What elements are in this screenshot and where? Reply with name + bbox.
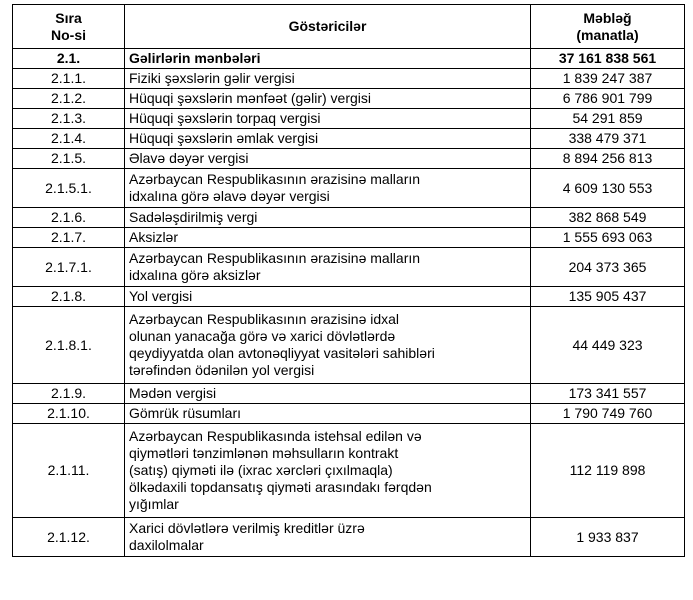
- row-indicator: Yol vergisi: [125, 287, 531, 307]
- row-indicator: Sadələşdirilmiş vergi: [125, 208, 531, 228]
- row-amount: 382 868 549: [531, 208, 685, 228]
- table-row: [13, 149, 685, 169]
- row-amount: 135 905 437: [531, 287, 685, 307]
- row-indicator: Hüquqi şəxslərin əmlak vergisi: [125, 129, 531, 149]
- row-number: 2.1.8.: [13, 287, 125, 307]
- row-amount: 4 609 130 553: [531, 169, 685, 208]
- header-indicator: Göstəricilər: [125, 5, 531, 49]
- row-indicator: Gəlirlərin mənbələri: [125, 49, 531, 69]
- row-indicator: Hüquqi şəxslərin torpaq vergisi: [125, 109, 531, 129]
- table-row: [13, 49, 685, 69]
- row-amount: 1 790 749 760: [531, 404, 685, 424]
- row-amount: 204 373 365: [531, 248, 685, 287]
- revenue-table: [12, 4, 685, 557]
- row-amount: 37 161 838 561: [531, 49, 685, 69]
- row-indicator: Gömrük rüsumları: [125, 404, 531, 424]
- row-indicator: Mədən vergisi: [125, 384, 531, 404]
- row-indicator: Azərbaycan Respublikasının ərazisinə idxal olunan yanacağa görə və xarici dövlətlərdə qeydiyyatda olan avtonəqliyyat vasitələri sahibləri tərəfindən ödənilən yol vergisi: [125, 307, 531, 384]
- row-indicator: Azərbaycan Respublikasının ərazisinə malların idxalına görə əlavə dəyər vergisi: [125, 169, 531, 208]
- row-amount: 1 839 247 387: [531, 69, 685, 89]
- table-row: [13, 518, 685, 557]
- table-row: [13, 169, 685, 208]
- row-amount: 6 786 901 799: [531, 89, 685, 109]
- row-amount: 8 894 256 813: [531, 149, 685, 169]
- row-number: 2.1.11.: [13, 424, 125, 518]
- table-row: [13, 228, 685, 248]
- row-number: 2.1.8.1.: [13, 307, 125, 384]
- row-amount: 1 555 693 063: [531, 228, 685, 248]
- row-number: 2.1.12.: [13, 518, 125, 557]
- row-amount: 54 291 859: [531, 109, 685, 129]
- row-indicator: Xarici dövlətlərə verilmiş kreditlər üzrə daxilolmalar: [125, 518, 531, 557]
- table-row: [13, 89, 685, 109]
- row-number: 2.1.6.: [13, 208, 125, 228]
- row-number: 2.1.7.: [13, 228, 125, 248]
- row-indicator: Fiziki şəxslərin gəlir vergisi: [125, 69, 531, 89]
- table-row: [13, 208, 685, 228]
- row-number: 2.1.2.: [13, 89, 125, 109]
- row-amount: 173 341 557: [531, 384, 685, 404]
- table-row: [13, 109, 685, 129]
- table-row: [13, 69, 685, 89]
- row-indicator: Azərbaycan Respublikasında istehsal edilən və qiymətləri tənzimlənən məhsulların kontrakt (satış) qiyməti ilə (ixrac xərcləri çıxılmaqla) ölkədaxili topdansatış qiyməti arasındakı fərqdən yığımlar: [125, 424, 531, 518]
- row-amount: 44 449 323: [531, 307, 685, 384]
- row-amount: 112 119 898: [531, 424, 685, 518]
- row-number: 2.1.1.: [13, 69, 125, 89]
- row-number: 2.1.5.: [13, 149, 125, 169]
- header-amount: Məbləğ (manatla): [531, 5, 685, 49]
- table-row: [13, 248, 685, 287]
- table-header-row: [13, 5, 685, 49]
- row-indicator: Hüquqi şəxslərin mənfəət (gəlir) vergisi: [125, 89, 531, 109]
- row-number: 2.1.10.: [13, 404, 125, 424]
- row-amount: 1 933 837: [531, 518, 685, 557]
- table-row: [13, 287, 685, 307]
- row-number: 2.1.9.: [13, 384, 125, 404]
- row-number: 2.1.4.: [13, 129, 125, 149]
- table-row: [13, 307, 685, 384]
- row-indicator: Azərbaycan Respublikasının ərazisinə malların idxalına görə aksizlər: [125, 248, 531, 287]
- header-number: Sıra No-si: [13, 5, 125, 49]
- row-number: 2.1.5.1.: [13, 169, 125, 208]
- row-number: 2.1.3.: [13, 109, 125, 129]
- row-indicator: Aksizlər: [125, 228, 531, 248]
- row-indicator: Əlavə dəyər vergisi: [125, 149, 531, 169]
- table-row: [13, 129, 685, 149]
- row-number: 2.1.7.1.: [13, 248, 125, 287]
- table-row: [13, 384, 685, 404]
- table-row: [13, 424, 685, 518]
- row-number: 2.1.: [13, 49, 125, 69]
- table-row: [13, 404, 685, 424]
- row-amount: 338 479 371: [531, 129, 685, 149]
